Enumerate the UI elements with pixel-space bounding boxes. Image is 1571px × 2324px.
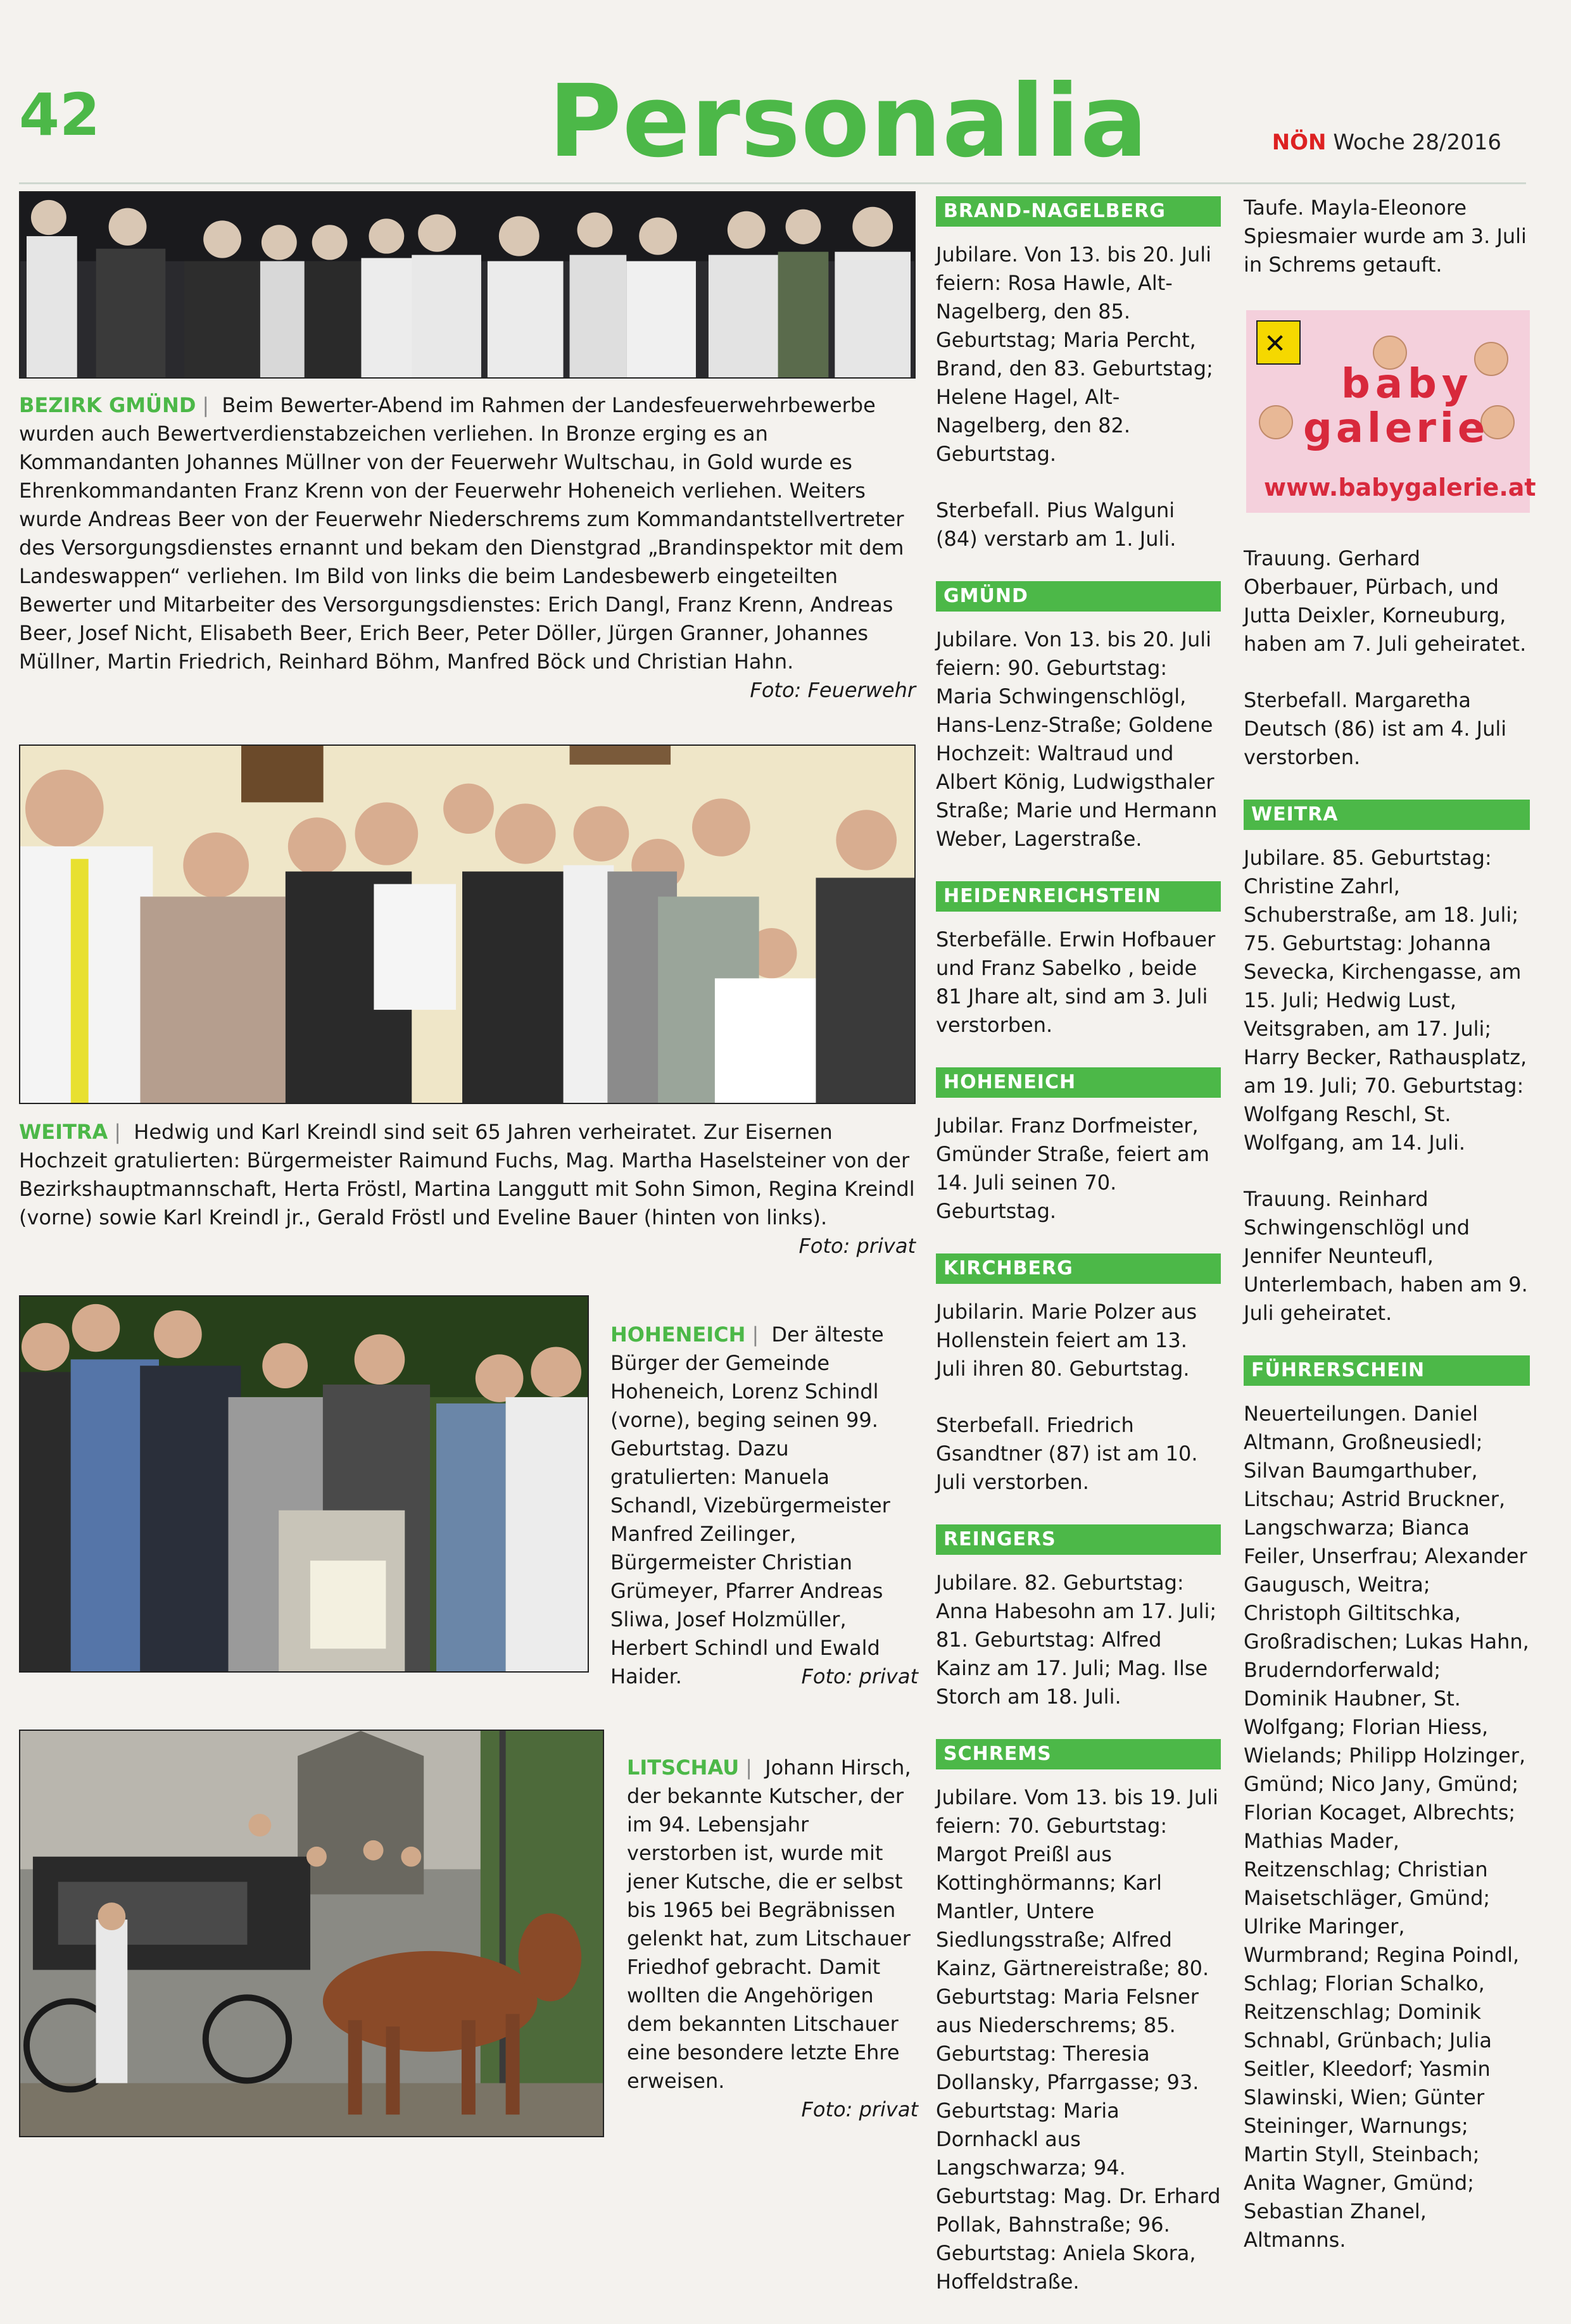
issue-week: Woche 28/2016 bbox=[1333, 130, 1501, 155]
paragraph-taufe: Taufe. Mayla-Eleonore Spiesmaier wurde am 3. Juli in Schrems getauft. bbox=[1244, 196, 1527, 277]
caption-place: HOHENEICH bbox=[610, 1322, 746, 1347]
column-local-news-1 bbox=[936, 196, 1221, 2324]
caption-text: Johann Hirsch, der bekannte Kutscher, der im 94. Lebensjahr verstorben ist, wurde mit jener Kutsche, die er selbst bis 1965 bei Begräbnissen gelenkt hat, zum Litschauer Friedhof gebracht. Damit wollten die Angehörigen dem bekannten Litschauer eine besondere letzte Ehre erweisen. bbox=[627, 1756, 911, 2093]
paragraph-sterbefaelle: Sterbefälle. Erwin Hofbauer und Franz Sabelko , beide 81 Jhare alt, sind am 3. Juli verstorben. bbox=[936, 927, 1216, 1037]
photo-credit: Foto: privat bbox=[801, 2097, 918, 2121]
caption-hoheneich bbox=[610, 1321, 918, 1691]
photo-credit: Foto: Feuerwehr bbox=[750, 678, 916, 702]
ad-line-galerie: galerie bbox=[1303, 405, 1489, 452]
photo-credit: Foto: privat bbox=[801, 1664, 918, 1688]
heading-kirchberg: KIRCHBERG bbox=[936, 1253, 1221, 1284]
caption-weitra bbox=[19, 1118, 916, 1260]
heading-weitra: WEITRA bbox=[1244, 800, 1530, 830]
photo-litschau-carriage bbox=[19, 1730, 604, 2137]
photo-weitra-iron-wedding bbox=[19, 744, 916, 1104]
caption-text: Der älteste Bürger der Gemeinde Hoheneich, Lorenz Schindl (vorne), beging seinen 99. Geburtstag. Dazu gratulierten: Manuela Schandl, Vizebürgermeister Manfred Zeilinger, Bürgermeister Christian Grümeyer, Pfarrer Andreas Sliwa, Josef Holzmüller, Herbert Schindl und Ewald Haider. bbox=[610, 1322, 890, 1688]
caption-bezirk-gmuend bbox=[19, 391, 916, 705]
photo-credit: Foto: privat bbox=[798, 1234, 916, 1258]
paragraph-jubilare: Jubilare. Von 13. bis 20. Juli feiern: 90. Geburtstag: Maria Schwingenschlögl, Hans-Lenz-Straße; Goldene Hochzeit: Waltraud und Albert König, Ludwigsthaler Straße; Marie und Hermann Weber, Lagerstraße. bbox=[936, 627, 1218, 851]
caption-place: LITSCHAU bbox=[627, 1756, 740, 1780]
caption-separator: | bbox=[114, 1120, 122, 1144]
paragraph-trauung: Trauung. Reinhard Schwingenschlögl und Jennifer Neunteufl, Unterlembach, haben am 9. Juli geheiratet. bbox=[1244, 1187, 1528, 1325]
caption-place: WEITRA bbox=[19, 1120, 108, 1144]
heading-reingers: REINGERS bbox=[936, 1524, 1221, 1555]
header-rule bbox=[19, 182, 1526, 184]
photo-feuerwehr-group bbox=[19, 191, 916, 379]
paragraph-jubilare: Jubilare. Vom 13. bis 19. Juli feiern: 70. Geburtstag: Margot Preißl aus Kottinghörmanns; Karl Mantler, Untere Siedlungsstraße; Alfred Kainz, Gärtnereistraße; 80. Geburtstag: Maria Felsner aus Niederschrems; 85. Geburtstag: Theresia Dollansky, Pfarrgasse; 93. Geburtstag: Maria Dornhackl aus Langschwarza; 94. Geburtstag: Mag. Dr. Erhard Pollak, Bahnstraße; 96. Geburtstag: Aniela Skora, Hoffeldstraße. bbox=[936, 1785, 1221, 2294]
page-number: 42 bbox=[19, 81, 101, 149]
paragraph-jubilar: Jubilar. Franz Dorfmeister, Gmünder Straße, feiert am 14. Juli seinen 70. Geburtstag. bbox=[936, 1114, 1209, 1223]
heading-fuehrerschein: FÜHRERSCHEIN bbox=[1244, 1355, 1530, 1386]
paragraph-jubilare: Jubilare. 82. Geburtstag: Anna Habesohn am 17. Juli; 81. Geburtstag: Alfred Kainz am 17. Juli; Mag. Ilse Storch am 18. Juli. bbox=[936, 1571, 1217, 1709]
paragraph-jubilare: Jubilare. Von 13. bis 20. Juli feiern: Rosa Hawle, Alt-Nagelberg, den 85. Geburtstag; Maria Percht, Brand, den 83. Geburtstag; Helene Hagel, Alt-Nagelberg, den 82. Geburtstag. bbox=[936, 242, 1213, 466]
caption-separator: | bbox=[745, 1756, 752, 1780]
caption-separator: | bbox=[752, 1322, 759, 1347]
caption-litschau bbox=[627, 1754, 918, 2124]
baby-photo-icon bbox=[1474, 342, 1508, 376]
heading-hoheneich: HOHENEICH bbox=[936, 1067, 1221, 1098]
ad-url[interactable]: www.babygalerie.at bbox=[1264, 474, 1536, 501]
caption-text: Beim Bewerter-Abend im Rahmen der Landesfeuerwehrbewerbe wurden auch Bewertverdienstabzeichen verliehen. In Bronze erging es an Kommandanten Johannes Müllner von der Feuerwehr Wultschau, in Gold wurde es Ehrenkommandanten Franz Krenn von der Feuerwehr Hoheneich verliehen. Weiters wurde Andreas Beer von der Feuerwehr Niederschrems zum Kommandantstellvertreter des Versorgungsdienstes ernannt und bekam den Dienstgrad „Brandinspektor mit dem Landeswappen“ verliehen. Im Bild von links die beim Landesbewerb eingeteilten Bewerter und Mitarbeiter des Versorgungsdienstes: Erich Dangl, Franz Krenn, Andreas Beer, Josef Nicht, Elisabeth Beer, Erich Beer, Peter Döller, Jürgen Granner, Johannes Müllner, Martin Friedrich, Reinhard Böhm, Manfred Böck und Christian Hahn. bbox=[19, 393, 904, 674]
ad-line-baby: baby bbox=[1341, 361, 1473, 408]
babygalerie-ad[interactable] bbox=[1246, 310, 1536, 513]
paragraph-sterbefall: Sterbefall. Pius Walguni (84) verstarb am 1. Juli. bbox=[936, 498, 1177, 551]
paragraph-sterbefall: Sterbefall. Margaretha Deutsch (86) ist am 4. Juli verstorben. bbox=[1244, 688, 1507, 769]
issue-info bbox=[1272, 130, 1501, 155]
heading-gmuend: GMÜND bbox=[936, 581, 1221, 612]
raiffeisen-logo-icon: ✕ bbox=[1256, 320, 1301, 365]
paragraph-jubilarin: Jubilarin. Marie Polzer aus Hollenstein feiert am 13. Juli ihren 80. Geburtstag. bbox=[936, 1300, 1197, 1381]
section-title: Personalia bbox=[548, 63, 1149, 180]
paragraph-neuerteilungen: Neuerteilungen. Daniel Altmann, Großneusiedl; Silvan Baumgarthuber, Litschau; Astrid Bruckner, Langschwarza; Bianca Feiler, Unserfrau; Alexander Gaugusch, Weitra; Christoph Giltitschka, Großradischen; Lukas Hahn, Bruderndorferwald; Dominik Haubner, St. Wolfgang; Florian Hiess, Wielands; Philipp Holzinger, Gmünd; Nico Jany, Gmünd; Florian Kocaget, Albrechts; Mathias Mader, Reitzenschlag; Christian Maisetschläger, Gmünd; Ulrike Maringer, Wurmbrand; Regina Poindl, Schlag; Florian Schalko, Reitzenschlag; Dominik Schnabl, Grünbach; Julia Seitler, Kleedorf; Yasmin Slawinski, Wien; Günter Steininger, Warnungs; Martin Styll, Steinbach; Anita Wagner, Gmünd; Sebastian Zhanel, Altmanns. bbox=[1244, 1402, 1529, 2252]
column-local-news-2 bbox=[1244, 194, 1530, 307]
publication-brand: NÖN bbox=[1271, 130, 1327, 155]
photo-hoheneich-birthday bbox=[19, 1295, 589, 1673]
paragraph-sterbefall: Sterbefall. Friedrich Gsandtner (87) ist am 10. Juli verstorben. bbox=[936, 1413, 1198, 1494]
heading-schrems: SCHREMS bbox=[936, 1739, 1221, 1769]
heading-brand-nagelberg: BRAND-NAGELBERG bbox=[936, 196, 1221, 227]
caption-text: Hedwig und Karl Kreindl sind seit 65 Jahren verheiratet. Zur Eisernen Hochzeit gratulierten: Bürgermeister Raimund Fuchs, Mag. Martha Haselsteiner von der Bezirkshauptmannschaft, Herta Fröstl, Martina Langgutt mit Sohn Simon, Regina Kreindl (vorne) sowie Karl Kreindl jr., Gerald Fröstl und Eveline Bauer (hinten von links). bbox=[19, 1120, 915, 1229]
baby-photo-icon bbox=[1259, 405, 1293, 439]
column-local-news-3 bbox=[1244, 544, 1530, 2282]
paragraph-jubilare: Jubilare. 85. Geburtstag: Christine Zahrl, Schuberstraße, am 18. Juli; 75. Geburtstag: Johanna Sevecka, Kirchengasse, am 15. Juli; Hedwig Lust, Veitsgraben, am 17. Juli; Harry Becker, Rathausplatz, am 19. Juli; 70. Geburtstag: Wolfgang Reschl, St. Wolfgang, am 14. Juli. bbox=[1244, 846, 1527, 1155]
paragraph-trauung: Trauung. Gerhard Oberbauer, Pürbach, und Jutta Deixler, Korneuburg, haben am 7. Juli geheiratet. bbox=[1244, 546, 1527, 656]
heading-heidenreichstein: HEIDENREICHSTEIN bbox=[936, 881, 1221, 912]
caption-separator: | bbox=[202, 393, 210, 417]
caption-place: BEZIRK GMÜND bbox=[19, 393, 196, 417]
